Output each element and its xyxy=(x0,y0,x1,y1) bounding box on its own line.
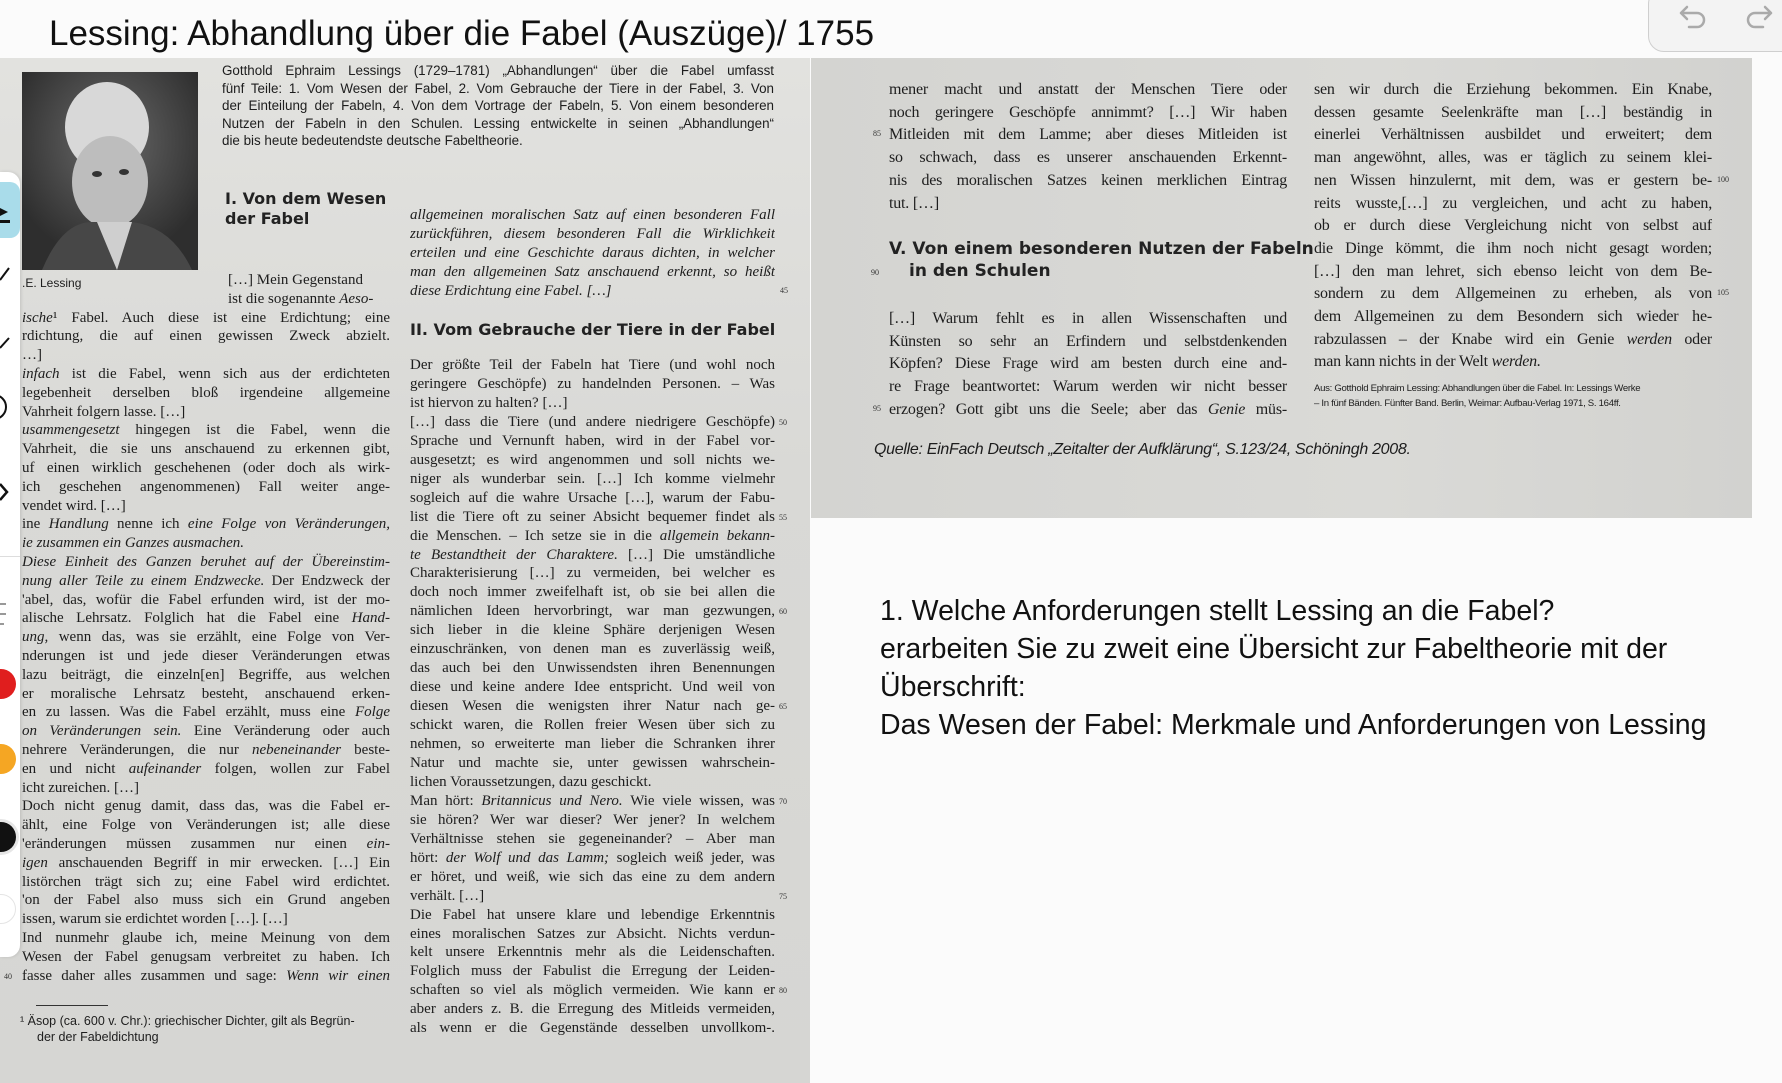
line-number: 95 xyxy=(873,403,881,413)
heading-gebrauche: II. Vom Gebrauche der Tiere in der Fabel xyxy=(410,320,776,339)
italic-text: nung aller Teile zu einem Endzwecke. xyxy=(22,572,265,589)
italic-text: Aeso- xyxy=(339,290,374,307)
italic-text: eine Folge von Veränderungen, xyxy=(187,516,390,533)
text-line xyxy=(410,868,775,887)
text-line xyxy=(410,735,775,754)
text-run: Vahrheit folgern lasse. […] xyxy=(22,403,186,420)
italic-text: ein- xyxy=(366,836,390,852)
italic-text: usammengesetzt xyxy=(22,422,120,439)
text-line xyxy=(410,546,775,565)
task-instruction: erarbeiten Sie zu zweit eine Übersicht zur Fabeltheorie mit der xyxy=(880,633,1668,665)
text-line xyxy=(22,534,390,553)
text-run: 'on der Fabel also muss sich ein Grund angeben xyxy=(22,892,390,909)
intro-line: fünf Teile: 1. Vom Wesen der Fabel, 2. Vom Gebrauche der Tiere in der Fabel, 3. Von xyxy=(222,80,774,96)
text-run: ob er durch diese Vergleichung nicht von selbst auf xyxy=(1314,217,1712,235)
text-run: 'abel, das, wofür die Fabel erfunden wird, ist der mo- xyxy=(22,591,390,608)
text-line xyxy=(410,375,775,394)
text-line xyxy=(22,797,390,816)
italic-line: allgemeinen moralischen Satz auf einen besonderen Fall xyxy=(410,207,775,223)
footnote-line: der der Fabeldichtung xyxy=(37,1030,159,1044)
text-run: aber anders z. B. die Erregung des Mitleids vermeiden, xyxy=(410,1001,775,1018)
text-run: […] Warum fehlt es in allen Wissenschaften und xyxy=(889,310,1287,327)
italic-text: igen xyxy=(22,854,48,871)
text-line xyxy=(22,384,390,403)
italic-text: der Wolf und das Lamm; xyxy=(445,849,610,866)
italic-text: Wenn wir einen xyxy=(286,967,390,984)
text-line xyxy=(1314,193,1712,214)
text-run: legebenheit derselben bloß irgendeine allgemeine xyxy=(22,384,390,401)
text-line xyxy=(889,376,1287,397)
italic-text: Britannicus und Nero. xyxy=(481,792,623,809)
italic-text: ische xyxy=(22,309,53,326)
text-line xyxy=(22,628,390,647)
text-line xyxy=(22,760,390,779)
text-line xyxy=(22,891,390,910)
highlighter-icon[interactable] xyxy=(0,322,20,362)
text-line xyxy=(410,754,775,773)
text-line xyxy=(410,697,775,716)
footnote-line: ¹ Äsop (ca. 600 v. Chr.): griechischer Dichter, gilt als Begrün- xyxy=(20,1014,355,1028)
text-run: einerlei Verhältnissen ausbildet und erweitert; dem xyxy=(1314,126,1712,144)
text-line xyxy=(410,583,775,602)
text-run: Wie viele wissen, was xyxy=(622,792,775,809)
color-black[interactable] xyxy=(0,822,16,852)
text-run: Verhältnisse stehen sie gegeneinander? – Aber man xyxy=(410,830,775,847)
text-run: 'eränderungen müssen zusammen nur einen xyxy=(22,836,367,852)
text-run: Man hört: xyxy=(410,792,482,809)
text-line xyxy=(410,621,775,640)
text-line xyxy=(22,741,390,760)
text-line xyxy=(1314,79,1712,100)
heading-line: in den Schulen xyxy=(909,261,1051,281)
heading-line: V. Von einem besonderen Nutzen der Fabeln xyxy=(889,239,1314,259)
text-run: listörchen trägt sich zu; eine Fabel wird erdichtet. xyxy=(22,873,390,890)
text-line xyxy=(22,515,390,534)
text-run: beste- xyxy=(341,742,390,758)
task-heading: Das Wesen der Fabel: Merkmale und Anforderungen von Lessing xyxy=(880,709,1707,741)
italic-text: nebeneinander xyxy=(251,742,342,758)
text-run: nämlichen Ideen hervorbringt, war man gezwungen, xyxy=(410,603,775,620)
heading-line: der Fabel xyxy=(225,209,310,228)
text-line xyxy=(889,399,1287,420)
text-line xyxy=(410,640,775,659)
text-line xyxy=(1314,261,1712,282)
text-line xyxy=(22,591,390,610)
text-line xyxy=(410,830,775,849)
italic-line: zurückführen, diesem besonderen Fall die Wirklichkeit xyxy=(410,226,775,242)
text-line xyxy=(410,1019,775,1038)
text-line xyxy=(410,564,775,583)
text-line xyxy=(1314,329,1712,350)
text-line xyxy=(1314,351,1712,372)
text-run: dessen gesamte Seelenkräfte man […] beständig in xyxy=(1314,103,1712,121)
text-run: ine xyxy=(22,516,49,533)
text-run: diese und keine andere Idee entspricht. Und weil von xyxy=(410,679,775,696)
text-line xyxy=(1314,124,1712,145)
text-run: tut. […] xyxy=(889,194,939,212)
text-run: Doch nicht genug damit, dass das, was die Fabel er- xyxy=(22,798,390,815)
color-orange[interactable] xyxy=(0,744,16,774)
text-line xyxy=(889,331,1287,352)
text-run: diesen Wesen die wenigsten ihrer Natur nach ge- xyxy=(410,698,775,715)
text-line xyxy=(22,609,390,628)
text-run: Vahrheit, die sie uns anschauend zu erkennen gibt, xyxy=(22,441,390,458)
text-run: niger als wunderbar sein. […] Ich komme vielmehr xyxy=(410,470,775,487)
task-question: 1. Welche Anforderungen stellt Lessing an die Fabel? xyxy=(880,595,1555,627)
text-line xyxy=(228,271,385,290)
stroke-width-icon[interactable] xyxy=(0,592,20,632)
text-run: Ind nunmehr glaube ich, meine Meinung von dem xyxy=(22,930,390,946)
text-run: erzogen? Gott gibt uns die Seele; aber das xyxy=(889,400,1208,418)
color-red[interactable] xyxy=(0,669,16,699)
text-line xyxy=(1314,170,1712,191)
text-line xyxy=(22,478,390,497)
text-line xyxy=(410,887,775,906)
text-run: […] Mein Gegenstand xyxy=(228,272,363,288)
text-run: …] xyxy=(22,347,42,364)
italic-text: ie zusammen ein Ganzes ausmachen. xyxy=(22,535,245,552)
line-number: 70 xyxy=(779,796,787,806)
text-line xyxy=(410,659,775,678)
text-line xyxy=(1314,238,1712,259)
text-line xyxy=(410,602,775,621)
text-run: Köpfen? Diese Frage wird am besten durch eine and- xyxy=(889,355,1287,373)
text-run: einzuschränken, von denen man es zuverlässig weiß, xyxy=(410,641,775,658)
text-run: ich geschehen angenommenen) Fall weiter ange- xyxy=(22,478,390,495)
text-run: anschauenden Begriff in mir erwecken. […] Ein xyxy=(47,854,390,871)
text-run: nehmen, so erweiterte man lieber die Schranken ihrer xyxy=(410,736,775,752)
text-line xyxy=(22,440,390,459)
italic-text: werden. xyxy=(1491,353,1541,371)
text-line xyxy=(22,497,390,516)
text-line xyxy=(22,459,390,478)
text-run: Eine Veränderung oder auch xyxy=(181,723,390,740)
text-line xyxy=(22,873,390,892)
line-number: 55 xyxy=(779,512,787,522)
text-run: en zu lassen. Was die Fabel erzählt, muss eine xyxy=(22,704,355,721)
italic-line: diese Erdichtung eine Fabel. […] xyxy=(410,283,612,299)
text-run: oder xyxy=(1671,330,1712,348)
text-run: ist die sogenannte xyxy=(228,290,340,307)
scanned-page-left xyxy=(0,58,810,1083)
heading-wesen xyxy=(225,189,386,229)
text-line xyxy=(410,527,775,546)
text-line xyxy=(410,678,775,697)
source-line: – In fünf Bänden. Fünfter Band. Berlin, Weimar: Aufbau-Verlag 1971, S. 164ff. xyxy=(1314,398,1621,409)
text-line xyxy=(1314,147,1712,168)
italic-text: infach xyxy=(22,366,60,382)
text-run: reits wusste,[…] zu vergleichen, und acht zu haben, xyxy=(1314,194,1712,212)
text-line xyxy=(889,124,1287,145)
line-number: 40 xyxy=(4,971,12,981)
text-run: nis des moralischen Satzes keinen merklichen Eintrag xyxy=(889,171,1287,189)
text-run: Künsten so sehr an Erfindern und selbstdenkenden xyxy=(889,332,1287,350)
text-run: Charakterisierung […] zu vermeiden, bei welcher es xyxy=(410,565,775,582)
portrait-caption: .E. Lessing xyxy=(22,276,82,290)
text-line xyxy=(410,962,775,981)
line-number: 65 xyxy=(779,702,787,712)
text-line xyxy=(410,413,775,432)
text-run: en und nicht xyxy=(22,760,129,777)
line-number: 60 xyxy=(779,607,787,617)
text-line xyxy=(889,308,1287,329)
line-number: 80 xyxy=(779,986,787,996)
text-run: Sprache und Vernunft haben, wird in der Fabel vor- xyxy=(410,432,775,449)
italic-text: Genie xyxy=(1207,400,1246,418)
text-line xyxy=(889,353,1287,374)
text-line xyxy=(889,193,1287,214)
text-run: ist hiervon zu halten? […] xyxy=(410,394,568,411)
text-line xyxy=(410,811,775,830)
text-line xyxy=(22,553,390,572)
text-line xyxy=(410,773,775,792)
italic-text: aufeinander xyxy=(128,760,202,777)
text-run: ¹ Fabel. Auch diese ist eine Erdichtung; eine xyxy=(52,309,390,326)
text-line xyxy=(410,356,775,375)
text-line xyxy=(410,470,775,489)
text-line xyxy=(410,981,775,1000)
italic-text: werden xyxy=(1626,330,1672,348)
text-run: doch noch immer zweifelhaft ist, ob sie bei allen die xyxy=(410,584,775,601)
lessing-portrait xyxy=(22,72,198,270)
text-line xyxy=(410,943,775,962)
text-line xyxy=(410,1000,775,1019)
text-run: lazu beiträgt, die einzeln[en] Begriffe, aus welchen xyxy=(22,666,390,683)
text-run: icht zureichen. […] xyxy=(22,779,140,796)
text-run: Folglich muss der Fabulist die Erregung der Leiden- xyxy=(410,963,775,980)
text-line xyxy=(22,929,390,948)
pen-toolbar xyxy=(0,172,20,957)
text-line xyxy=(889,79,1287,100)
text-run: re Frage beantwortet: Warum werden wir nicht besser xyxy=(889,378,1287,396)
heading-nutzen xyxy=(889,238,1314,282)
text-run: mener macht und anstatt der Menschen Tiere oder xyxy=(889,81,1287,98)
lasso-icon[interactable] xyxy=(0,387,20,427)
text-run: list die Tiere oft zu seiner Absicht bequemer findet als xyxy=(410,508,775,525)
pen-icon[interactable] xyxy=(0,252,20,292)
text-run: […] dass die Tiere (und andere niedrigere Geschöpfe) xyxy=(410,413,775,430)
text-run: sen wir durch die Erziehung bekommen. Ein Knabe, xyxy=(1314,81,1712,98)
line-number: 100 xyxy=(1717,174,1729,184)
task-instruction: Überschrift: xyxy=(880,671,1026,703)
text-run: nen Wissen hinzulernt, mit dem, was er gestern be- xyxy=(1314,171,1712,189)
text-line xyxy=(22,685,390,704)
text-run: so schwach, dass es unserer anschauenden Erkennt- xyxy=(889,149,1287,167)
text-line xyxy=(410,849,775,868)
quelle-citation: Quelle: EinFach Deutsch „Zeitalter der Aufklärung“, S.123/24, Schöningh 2008. xyxy=(874,441,1411,458)
text-run: sondern zu dem Allgemeinen zu erheben, als von xyxy=(1314,285,1712,303)
text-line xyxy=(410,451,775,470)
text-line xyxy=(22,421,390,440)
text-line xyxy=(22,948,390,967)
text-line xyxy=(889,147,1287,168)
italic-text: Folge xyxy=(355,704,390,721)
text-run: nenne ich xyxy=(108,516,188,533)
text-line xyxy=(410,925,775,944)
text-run: Der größte Teil der Fabeln hat Tiere (und wohl noch xyxy=(410,357,775,373)
toolbar-divider xyxy=(0,556,20,557)
italic-text: Diese Einheit des Ganzen beruhet auf der Übereinstim- xyxy=(22,554,390,570)
text-run: hört: xyxy=(410,849,446,866)
line-number: 45 xyxy=(780,286,788,295)
footnote xyxy=(20,1013,400,1045)
redo-icon[interactable] xyxy=(1741,1,1781,41)
text-run: rabzulassen – der Knabe wird ein Genie xyxy=(1314,330,1627,348)
text-line xyxy=(22,365,390,384)
text-line xyxy=(410,906,775,925)
text-run: eines moralischen Satzes zur Absicht. Nichts verdun- xyxy=(410,925,775,942)
italic-text: Hand- xyxy=(351,610,390,627)
color-white[interactable] xyxy=(0,894,16,924)
text-line xyxy=(22,309,390,328)
italic-text: allgemein bekann- xyxy=(659,527,775,544)
footnote-divider xyxy=(36,1005,108,1006)
text-run: er höret, und weiß, wie sich das eine zu dem andern xyxy=(410,868,775,885)
text-line xyxy=(889,170,1287,191)
text-run: sie hören? Wer war dieser? Wer jener? In welchem xyxy=(410,811,775,828)
text-run: als wenn er die Gegenstände desselben unvollkom-. xyxy=(410,1020,775,1037)
line-number: 50 xyxy=(779,417,787,427)
text-line xyxy=(410,432,775,451)
text-run: man kann nichts in der Welt xyxy=(1314,353,1492,371)
text-run: man angewöhnt, alles, was er täglich zu seinem klei- xyxy=(1314,149,1712,167)
text-line xyxy=(22,647,390,666)
text-line xyxy=(889,102,1287,123)
line-number: 90 xyxy=(871,268,879,277)
pen-tool-active[interactable] xyxy=(0,182,20,238)
text-run: Mitleiden mit dem Lamme; aber dieses Mitleiden ist xyxy=(889,126,1287,144)
text-run: ist die Fabel, wenn sich aus der erdichteten xyxy=(59,366,390,382)
text-line xyxy=(410,792,775,811)
text-run: hingegen ist die Fabel, wenn die xyxy=(119,422,390,439)
text-line xyxy=(22,403,390,422)
text-run: ausgesetzt; es wird angenommen und soll nichts we- xyxy=(410,451,775,468)
text-run: Die Fabel hat unsere klare und lebendige Erkenntnis xyxy=(410,906,775,923)
text-run: noch geringere Geschöpfe annimmt? […] Wir haben xyxy=(889,103,1287,121)
text-run: […] den man lehret, sich ebenso leicht von dem Be- xyxy=(1314,262,1712,280)
source-line: Aus: Gotthold Ephraim Lessing: Abhandlungen über die Fabel. In: Lessings Werke xyxy=(1314,383,1641,394)
heading-line: I. Von dem Wesen xyxy=(225,189,387,208)
line-number: 85 xyxy=(873,129,881,139)
text-run: sogleich weiß jeder, was xyxy=(609,849,775,866)
text-line xyxy=(22,854,390,873)
text-run: rdichtung, die auf einen gewissen Zweck abzielt. xyxy=(22,328,390,345)
text-run: issen, warum sie erdichtet worden […]. […] xyxy=(22,911,288,928)
text-line xyxy=(1314,102,1712,123)
text-run: Natur und machte sie, unter gewissen wahrschein- xyxy=(410,754,775,771)
text-run: Der Endzweck der xyxy=(264,572,390,589)
text-run: sich lieber in die kleine Sphäre derjenigen Wesen xyxy=(410,622,775,639)
text-line xyxy=(22,967,390,986)
text-line xyxy=(410,508,775,527)
italic-line: man den allgemeinen Satz anschauend erkennt, so heißt xyxy=(410,264,775,280)
intro-line: Nutzen der Fabeln in den Schulen. Lessing entwickelte in seinen „Abhandlungen“ xyxy=(222,115,774,131)
text-line xyxy=(22,327,390,346)
text-line xyxy=(22,666,390,685)
text-line xyxy=(22,346,390,365)
text-line xyxy=(1314,306,1712,327)
text-run: kelt unsere Erkenntnis mehr als die Leidenschaften. xyxy=(410,944,775,961)
text-line xyxy=(22,779,390,798)
text-line xyxy=(22,722,390,741)
italic-text: Handlung xyxy=(48,516,109,533)
text-run: uf einen wirklich geschehenen (oder doch als wirk- xyxy=(22,460,390,476)
text-line xyxy=(22,572,390,591)
text-run: lichen Voraussetzungen, dazu geschickt. xyxy=(410,773,652,790)
text-run: sogleich auf die wahre Ursache […], warum der Fabu- xyxy=(410,489,775,506)
text-run: schickt waren, die Rollen freier Wesen über sich zu xyxy=(410,717,775,734)
text-run: vendet wird. […] xyxy=(22,497,126,514)
text-run: nderungen ist und jede dieser Veränderungen etwas xyxy=(22,648,390,664)
text-run: alische Lehrsatz. Folglich hat die Fabel eine xyxy=(22,610,352,627)
text-run: […] Die umständliche xyxy=(617,546,775,563)
undo-redo-panel xyxy=(1648,0,1782,52)
undo-icon[interactable] xyxy=(1671,1,1711,41)
text-run: fasse daher alles zusammen und sage: xyxy=(22,967,287,984)
text-run: nehrere Veränderungen, die nur xyxy=(22,742,252,758)
text-line xyxy=(1314,215,1712,236)
text-run: die Menschen. – Ich setze sie in die xyxy=(410,527,660,544)
text-line xyxy=(410,716,775,735)
text-line xyxy=(22,835,390,854)
text-line xyxy=(410,489,775,508)
intro-line: der Einteilung der Fabeln, 4. Von dem Vortrage der Fabeln, 5. Von einem besonderen xyxy=(222,98,774,113)
text-run: müs- xyxy=(1245,400,1287,418)
text-run: wenn das, was sie erzählt, eine Folge von Ver- xyxy=(48,629,390,646)
italic-line: erteilen und eine Geschichte daraus dichten, in welcher xyxy=(410,245,775,261)
intro-line: Gotthold Ephraim Lessings (1729–1781) „Abhandlungen“ über die Fabel umfasst xyxy=(222,63,774,78)
text-run: er moralische Lehrsatz besteht, anschauend erken- xyxy=(22,685,390,702)
text-line xyxy=(1314,283,1712,304)
text-line xyxy=(22,910,390,929)
italic-text: on Veränderungen sein. xyxy=(22,723,182,740)
text-run: schaften so viel als möglich vermeiden. Wie kann er xyxy=(410,982,775,999)
line-number: 105 xyxy=(1717,288,1729,298)
document-title: Lessing: Abhandlung über die Fabel (Auszüge)/ 1755 xyxy=(49,14,875,53)
source-citation xyxy=(1314,381,1640,411)
text-line xyxy=(228,290,385,309)
intro-line: die bis heute bedeutendste deutsche Fabeltheorie. xyxy=(222,133,523,148)
text-run: folgen, wollen zur Fabel xyxy=(201,760,390,777)
italic-text: ung, xyxy=(22,629,49,646)
shape-icon[interactable] xyxy=(0,472,20,512)
text-run: dem Allgemeinen zu dem Besondern sich wieder he- xyxy=(1314,308,1712,325)
text-line xyxy=(22,816,390,835)
text-run: geringere Geschöpfe) zu handelnden Personen. – Was xyxy=(410,375,775,392)
scanned-page-right xyxy=(811,58,1752,518)
text-run: ählt, eine Folge von Veränderungen ist; alle diese xyxy=(22,817,390,834)
text-run: Wesen der Fabel genugsam verbreitet zu haben. Ich xyxy=(22,948,390,965)
task-text xyxy=(880,592,1706,744)
text-run: die Dinge kömmt, die ihm noch nicht gesagt worden; xyxy=(1314,239,1712,257)
text-run: das auch bei den Unwissendsten ihren Benennungen xyxy=(410,660,775,677)
line-number: 75 xyxy=(779,891,787,901)
italic-text: te Bestandtheit der Charaktere. xyxy=(410,546,618,563)
text-line xyxy=(22,703,390,722)
text-line xyxy=(410,394,775,413)
text-run: verhält. […] xyxy=(410,887,485,904)
